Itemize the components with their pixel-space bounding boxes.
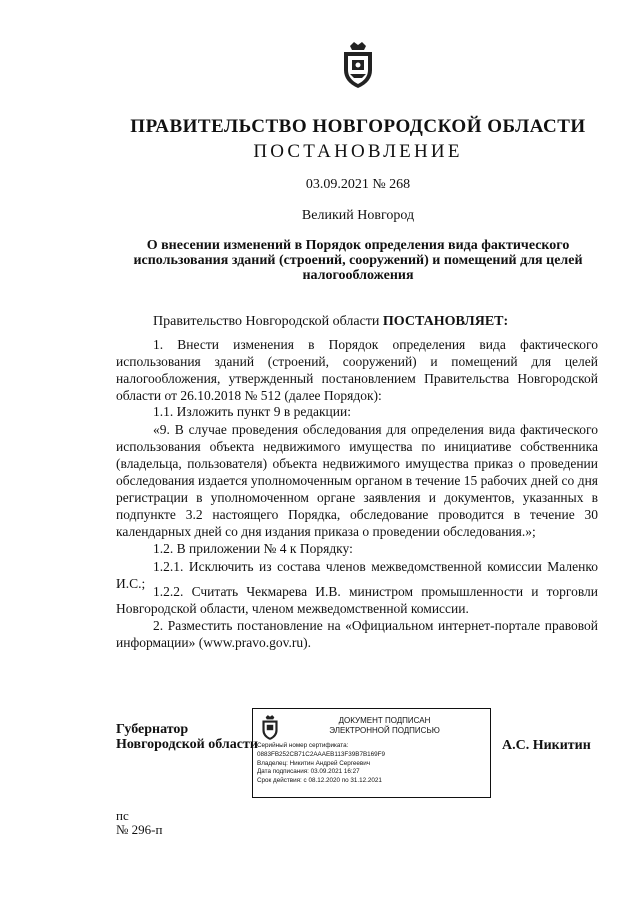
cert-owner: Владелец: Никитин Андрей Сергеевич bbox=[257, 759, 371, 767]
footer-line-1: пс bbox=[116, 808, 129, 823]
preamble-verb: ПОСТАНОВЛЯЕТ: bbox=[382, 314, 509, 329]
government-title: ПРАВИТЕЛЬСТВО НОВГОРОДСКОЙ ОБЛАСТИ bbox=[130, 116, 586, 137]
date-number: 03.09.2021 № 268 bbox=[305, 177, 411, 192]
position-line-2: Новгородской области bbox=[116, 737, 258, 752]
paragraph-1: 1. Внести изменения в Порядок определения вида фактического использования зданий (строений, сооружений) и помещений для целей налогообложения, утвержденный постановлением Правительства Новгородской области от 26.10.2018 № 512 (далее Порядок): bbox=[116, 337, 598, 403]
position-line-1: Губернатор bbox=[116, 722, 189, 737]
document-type: ПОСТАНОВЛЕНИЕ bbox=[253, 141, 463, 162]
paragraph-1-2-1: 1.2.1. Исключить из состава членов межведомственной комиссии Маленко И.С.; bbox=[116, 559, 598, 591]
stamp-title-line-2: ЭЛЕКТРОННОЙ ПОДПИСЬЮ bbox=[329, 726, 440, 735]
footer-line-2: № 296-п bbox=[116, 822, 163, 837]
stamp-title-line-1: ДОКУМЕНТ ПОДПИСАН bbox=[338, 716, 431, 725]
stamp-details bbox=[257, 742, 385, 786]
preamble bbox=[153, 314, 508, 330]
document-subject: О внесении изменений в Порядок определения вида фактического использования зданий (строений, сооружений) и помещений для целей налогообложения bbox=[133, 238, 583, 283]
paragraph-1-1: 1.1. Изложить пункт 9 в редакции: bbox=[153, 404, 351, 419]
cert-label: Серийный номер сертификата: bbox=[257, 742, 349, 749]
coat-of-arms-emblem bbox=[338, 40, 378, 90]
signed-date: Дата подписания: 03.09.2021 16:27 bbox=[257, 768, 360, 776]
city: Великий Новгород bbox=[301, 208, 415, 223]
stamp-emblem-icon bbox=[259, 714, 281, 741]
signer-name: А.С. Никитин bbox=[502, 738, 591, 753]
signatory-position bbox=[116, 722, 258, 752]
paragraph-1-1-text: «9. В случае проведения обследования для определения вида фактического использования объекта недвижимого имущества по инициативе собственника (владельца, пользователя) объекта недвижимого имущества приказ о проведении обследования издается уполномоченным органом в течение 15 рабочих дней со дня регистрации в уполномоченном органе заявления и документов, указанных в подпункте 3.2 настоящего Порядка, обследование проводится в течение 30 календарных дней со дня издания приказа о проведении обследования.»; bbox=[116, 422, 598, 539]
cert-validity: Срок действия: с 08.12.2020 по 31.12.2021 bbox=[257, 777, 382, 785]
paragraph-1-2-2: 1.2.2. Считать Чекмарева И.В. министром промышленности и торговли Новгородской области, членом межведомственной комиссии. bbox=[116, 584, 598, 616]
paragraph-1-2: 1.2. В приложении № 4 к Порядку: bbox=[153, 541, 353, 556]
electronic-signature-stamp bbox=[252, 708, 491, 798]
cert-number: 0883FB252CB71C2AAAEB113F39B7B169F9 bbox=[257, 750, 386, 758]
preamble-text: Правительство Новгородской области bbox=[153, 314, 380, 329]
stamp-title bbox=[287, 716, 482, 736]
paragraph-2: 2. Разместить постановление на «Официальном интернет-портале правовой информации» (www.pravo.gov.ru). bbox=[116, 618, 598, 650]
footer-note bbox=[116, 809, 162, 837]
